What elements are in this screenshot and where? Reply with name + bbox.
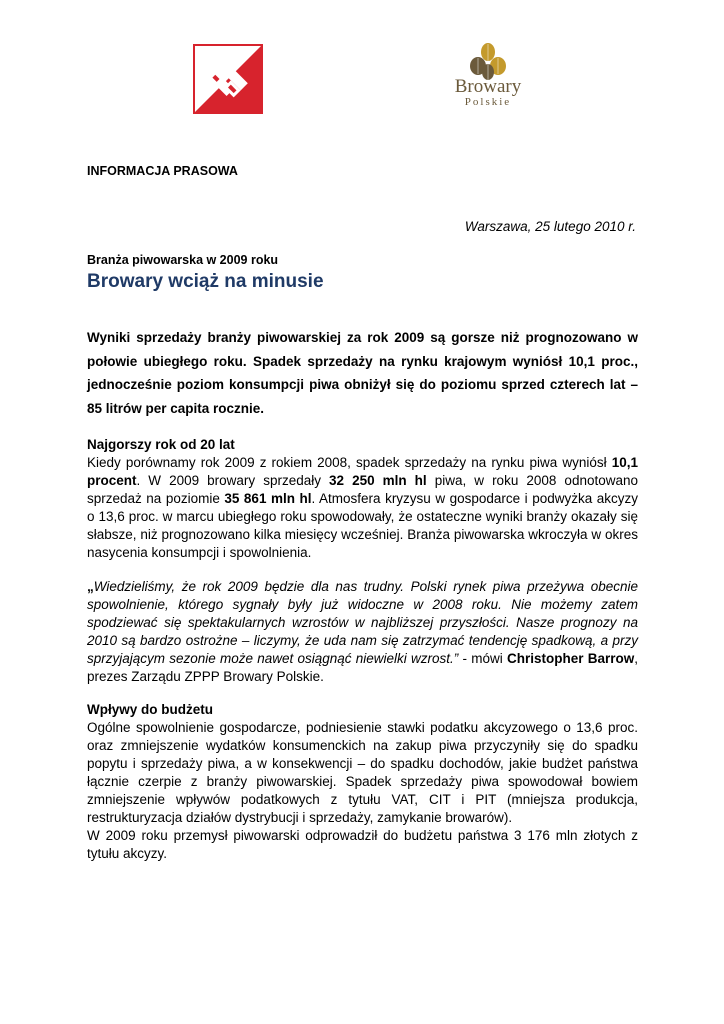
quote-paragraph (87, 578, 638, 686)
pd-logo (193, 44, 263, 114)
page-title: Browary wciąż na minusie (87, 271, 324, 292)
section-heading: Wpływy do budżetu (87, 702, 213, 717)
brand-name: Browary (454, 76, 522, 97)
paragraph: Ogólne spowolnienie gospodarcze, podniesienie stawki podatku akcyzowego o 13,6 proc. oraz zmniejszenie wydatków konsumenckich na zakup piwa przyczyniły się do spadku popytu i sprzedaży piwa, a w konsekwencji – do spadku dochodów, jakie budżet państwa łącznie czerpie z branży piwowarskiej. Spadek sprzedaży piwa spowodował bowiem zmniejszenie wpływów podatkowych z tytułu VAT, CIT i PIT (mniejsza produkcja, restrukturyzacja działów dystrybucji i sprzedaży, zamykanie browarów). (87, 720, 638, 825)
document-type-heading: INFORMACJA PRASOWA (87, 164, 238, 178)
quote: „Wiedzieliśmy, że rok 2009 będzie dla nas trudny. Polski rynek piwa przeżywa obecnie spowolnienie, którego sygnały były już widoczne w 2008 roku. Nie możemy zatem spodziewać się spektakularnych wzrostów w najbliższej przyszłości. Nasze prognozy na 2010 są bardzo ostrożne – liczymy, że uda nam się zatrzymać tendencję spadkową, a przy sprzyjającym sezonie może nawet osiągnąć niewielki wzrost.” - mówi Christopher Barrow, prezes Zarządu ZPPP Browary Polskie. (87, 579, 638, 684)
browary-polskie-logo (438, 42, 538, 116)
date-line: Warszawa, 25 lutego 2010 r. (464, 219, 636, 234)
section-heading: Najgorszy rok od 20 lat (87, 437, 235, 452)
lead-paragraph: Wyniki sprzedaży branży piwowarskiej za rok 2009 są gorsze niż prognozowano w połowie ubiegłego roku. Spadek sprzedaży na rynku krajowym wyniósł 10,1 proc., jednocześnie poziom konsumpcji piwa obniżył się do poziomu sprzed czterech lat – 85 litrów per capita rocznie. (87, 330, 638, 416)
pd-square-icon (193, 44, 263, 114)
person-name: Christopher Barrow (506, 651, 635, 666)
section-budget (87, 701, 638, 863)
brand-subname: Polskie (464, 96, 512, 108)
paragraph: W 2009 roku przemysł piwowarski odprowadził do budżetu państwa 3 176 mln złotych z tytułu akcyzy. (87, 828, 638, 861)
paragraph: Kiedy porównamy rok 2009 z rokiem 2008, spadek sprzedaży na rynku piwa wyniósł 10,1 procent. W 2009 browary sprzedały 32 250 mln hl piwa, w roku 2008 odnotowano sprzedaż na poziomie 35 861 mln hl. Atmosfera kryzysu w gospodarce i podwyżka akcyzy o 13,6 proc. w marcu ubiegłego roku spowodowały, że ostateczne wyniki branży okazały się słabsze, niż prognozowano kilka miesięcy wcześniej. Branża piwowarska wkroczyła w okres nasycenia konsumpcji i spowolnienia. (87, 455, 639, 560)
kicker: Branża piwowarska w 2009 roku (87, 253, 279, 267)
section-worst-year (87, 436, 638, 562)
